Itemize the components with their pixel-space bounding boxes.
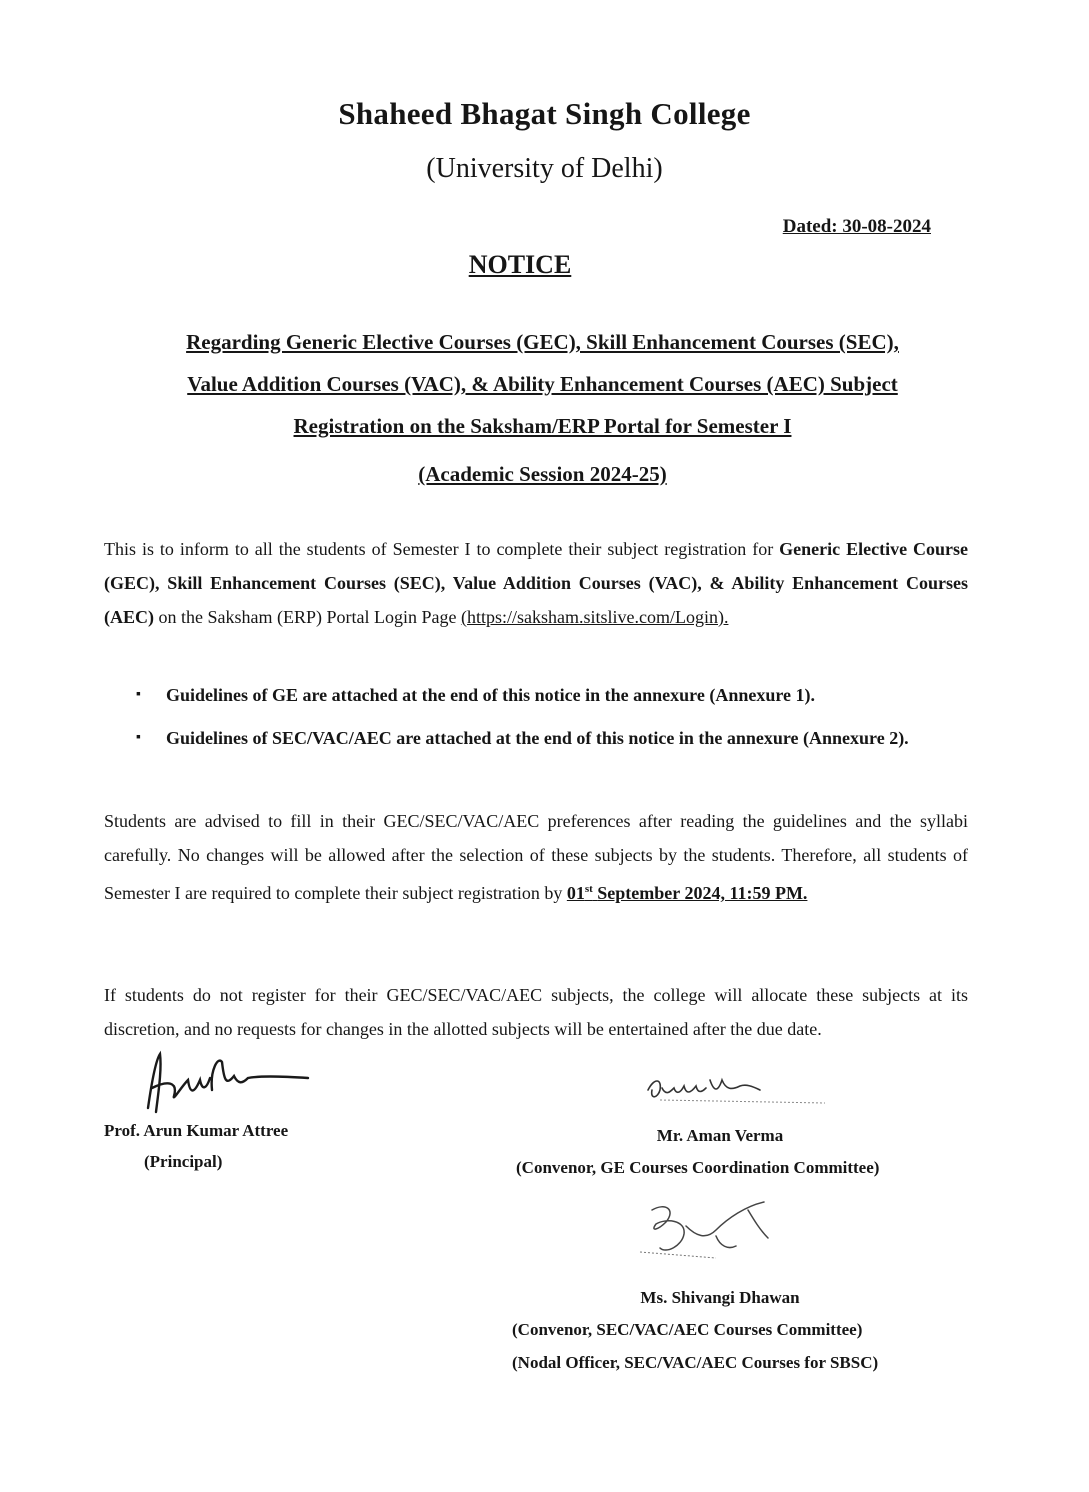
sec-nodal-title: (Nodal Officer, SEC/VAC/AEC Courses for SBSC) bbox=[512, 1353, 879, 1372]
subject-line-1: Regarding Generic Elective Courses (GEC), Skill Enhancement Courses (SEC), bbox=[186, 330, 899, 354]
guidelines-list bbox=[130, 678, 1006, 764]
ge-convenor-signature bbox=[640, 1070, 830, 1110]
guideline-item-ge: ▪ Guidelines of GE are attached at the end of this notice in the annexure (Annexure 1). bbox=[166, 678, 1006, 712]
notice-date: Dated: 30-08-2024 bbox=[782, 216, 931, 237]
subject-line-3: Registration on the Saksham/ERP Portal for Semester I bbox=[293, 414, 792, 438]
principal-signature bbox=[138, 1050, 318, 1120]
deadline bbox=[567, 883, 808, 903]
intro-text: This is to inform to all the students of Semester I to complete their subject registration for bbox=[104, 539, 774, 559]
ge-convenor-name: Mr. Aman Verma bbox=[656, 1126, 784, 1145]
advice-text: Students are advised to fill in their GEC/SEC/VAC/AEC preferences after reading the guidelines and the syllabi carefully. No changes will be allowed after the selection of these subjects by the students. Therefore, all students of Semester I are required to complete their subject registration by bbox=[104, 811, 968, 903]
allocation-paragraph: If students do not register for their GEC/SEC/VAC/AEC subjects, the college will allocate these subjects at its discretion, and no requests for changes in the allotted subjects will be entertained after the due date. bbox=[104, 985, 968, 1039]
intro-courses: Generic Elective Course (GEC), Skill Enhancement Courses (SEC), Value Addition Courses (VAC), & Ability Enhancement Courses (AEC) bbox=[104, 539, 969, 627]
sec-convenor-signature bbox=[636, 1196, 786, 1266]
deadline-day: 01 bbox=[566, 883, 585, 903]
college-name: Shaheed Bhagat Singh College bbox=[338, 96, 751, 131]
intro-paragraph bbox=[104, 532, 968, 634]
academic-session: (Academic Session 2024-25) bbox=[418, 462, 667, 486]
notice-title: NOTICE bbox=[468, 250, 572, 279]
deadline-sup: st bbox=[584, 883, 593, 895]
portal-link[interactable]: (https://saksham.sitslive.com/Login). bbox=[460, 607, 729, 627]
principal-name: Prof. Arun Kumar Attree bbox=[104, 1121, 289, 1140]
ge-convenor-title: (Convenor, GE Courses Coordination Committee) bbox=[516, 1158, 880, 1177]
principal-title: (Principal) bbox=[144, 1152, 223, 1171]
advice-paragraph bbox=[104, 804, 968, 910]
intro-tail: on the Saksham (ERP) Portal Login Page bbox=[158, 607, 457, 627]
sec-convenor-name: Ms. Shivangi Dhawan bbox=[640, 1288, 800, 1307]
guideline-item-sec: ▪ Guidelines of SEC/VAC/AEC are attached at the end of this notice in the annexure (Annexure 2). bbox=[166, 721, 1006, 755]
subject-line-2: Value Addition Courses (VAC), & Ability Enhancement Courses (AEC) Subject bbox=[187, 372, 898, 396]
sec-convenor-title: (Convenor, SEC/VAC/AEC Courses Committee) bbox=[512, 1320, 863, 1339]
deadline-rest: September 2024, 11:59 PM. bbox=[597, 883, 808, 903]
university-name: (University of Delhi) bbox=[426, 153, 663, 184]
